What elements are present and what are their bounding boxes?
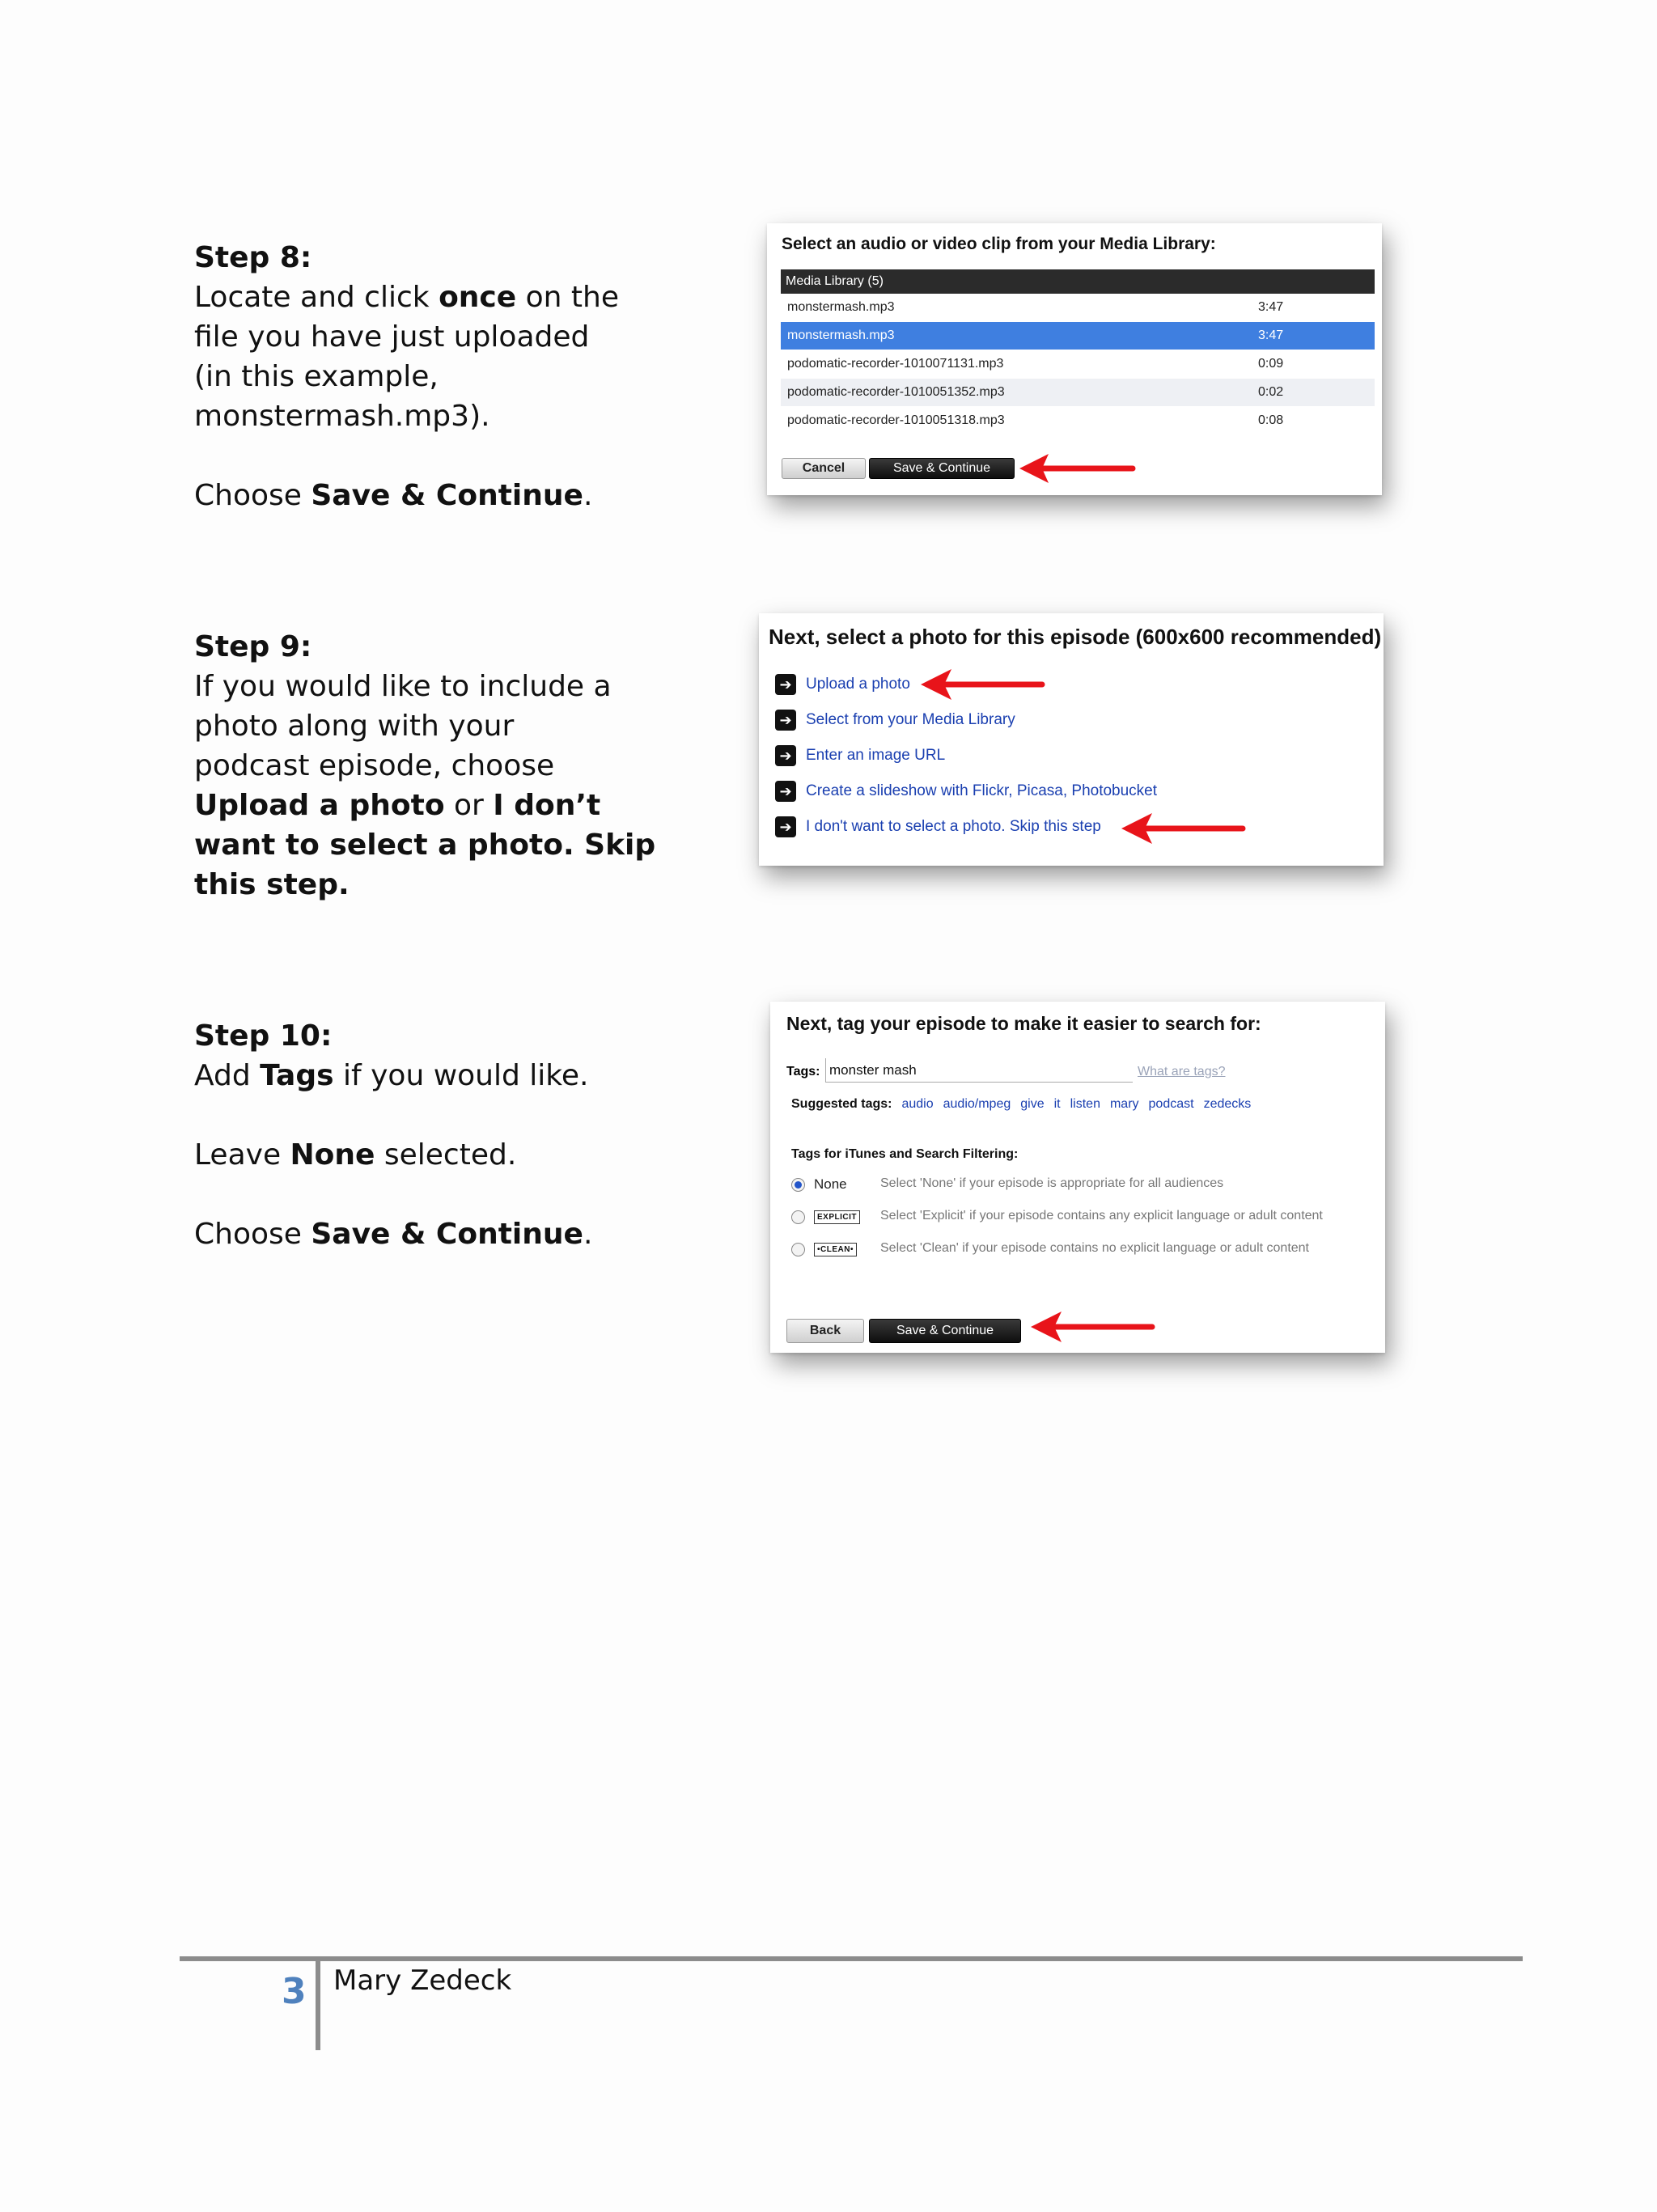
media-duration: 3:47 — [1258, 300, 1284, 314]
suggested-tag[interactable]: podcast — [1148, 1097, 1194, 1111]
arrow-pointer-upload — [919, 665, 1049, 704]
arrow-right-icon: ➔ — [775, 710, 796, 731]
slideshow-link[interactable]: Create a slideshow with Flickr, Picasa, Photobucket — [806, 782, 1158, 799]
photo-select-dialog — [759, 613, 1384, 866]
skip-photo-link[interactable]: I don't want to select a photo. Skip this step — [806, 818, 1101, 835]
back-button[interactable]: Back — [786, 1319, 864, 1343]
media-file-name: podomatic-recorder-1010071131.mp3 — [787, 357, 1004, 371]
tags-dialog-heading: Next, tag your episode to make it easier to search for: — [786, 1013, 1261, 1034]
tags-dialog — [770, 1002, 1385, 1353]
cancel-button[interactable]: Cancel — [782, 458, 866, 479]
step-9-title: Step 9: — [194, 630, 312, 663]
media-file-name: podomatic-recorder-1010051352.mp3 — [787, 385, 1005, 399]
image-url-option[interactable] — [775, 744, 945, 768]
step-8-period: . — [583, 479, 593, 512]
media-library-header: Media Library (5) — [781, 269, 1375, 294]
step-8-once: once — [439, 281, 517, 314]
image-url-link[interactable]: Enter an image URL — [806, 747, 946, 764]
arrow-right-icon: ➔ — [775, 745, 796, 766]
step-8-line4: monstermash.mp3). — [194, 400, 490, 433]
step-8-line3: (in this example, — [194, 360, 439, 393]
step-9-text — [194, 627, 655, 905]
step-10-tags: Tags — [260, 1059, 334, 1092]
step-8-save-continue: Save & Continue — [311, 479, 583, 512]
what-are-tags-link[interactable]: What are tags? — [1138, 1065, 1226, 1078]
media-duration: 0:02 — [1258, 385, 1284, 399]
step-9-upload: Upload a photo — [194, 789, 445, 822]
filter-none-label: None — [814, 1176, 847, 1192]
step-10-leave: Leave — [194, 1138, 290, 1172]
media-row-selected[interactable] — [781, 322, 1375, 350]
suggested-tag[interactable]: audio/mpeg — [943, 1097, 1011, 1111]
tags-label: Tags: — [786, 1065, 820, 1078]
photo-dialog-heading: Next, select a photo for this episode (600x600 recommended) — [769, 625, 1382, 649]
media-row[interactable] — [781, 294, 1375, 321]
step-10-save-continue: Save & Continue — [311, 1218, 583, 1251]
step-10-text — [194, 1016, 592, 1254]
media-row[interactable] — [781, 350, 1375, 378]
upload-photo-option[interactable] — [775, 672, 910, 697]
arrow-right-icon: ➔ — [775, 781, 796, 802]
step-10-line1-end: if you would like. — [333, 1059, 589, 1092]
step-9-line2: photo along with your — [194, 710, 515, 743]
filter-clean-row[interactable] — [791, 1239, 1374, 1261]
step-9-line3: podcast episode, choose — [194, 749, 555, 782]
filter-none-row[interactable] — [791, 1175, 1374, 1196]
step-9-line5: want to select a photo. Skip — [194, 828, 656, 862]
slideshow-option[interactable] — [775, 779, 1157, 803]
media-library-option[interactable] — [775, 708, 1015, 732]
step-10-period: . — [583, 1218, 593, 1251]
suggested-tags-label: Suggested tags: — [791, 1097, 892, 1111]
upload-photo-link[interactable]: Upload a photo — [806, 676, 910, 693]
step-9-line6: this step. — [194, 868, 350, 901]
filter-none-radio[interactable] — [791, 1178, 805, 1192]
footer-rule — [180, 1956, 1523, 1961]
step-10-title: Step 10: — [194, 1019, 333, 1053]
explicit-badge-icon: EXPLICIT — [814, 1210, 860, 1224]
clean-badge-icon: •CLEAN• — [814, 1243, 857, 1256]
step-8-title: Step 8: — [194, 241, 312, 274]
page-number: 3 — [282, 1971, 307, 2012]
filter-clean-desc: Select 'Clean' if your episode contains no explicit language or adult content — [880, 1241, 1309, 1255]
step-10-selected: selected. — [375, 1138, 517, 1172]
step-9-i-dont: I don’t — [493, 789, 601, 822]
save-continue-button[interactable]: Save & Continue — [869, 1319, 1021, 1343]
suggested-tag[interactable]: it — [1053, 1097, 1061, 1111]
media-row[interactable] — [781, 379, 1375, 406]
step-10-add: Add — [194, 1059, 261, 1092]
suggested-tags — [791, 1097, 1251, 1112]
save-continue-button[interactable]: Save & Continue — [869, 458, 1015, 479]
arrow-right-icon: ➔ — [775, 816, 796, 837]
step-8-text — [194, 238, 619, 515]
media-duration: 0:08 — [1258, 413, 1284, 427]
suggested-tag[interactable]: audio — [901, 1097, 934, 1111]
arrow-right-icon: ➔ — [775, 674, 796, 695]
step-10-choose: Choose — [194, 1218, 311, 1251]
footer-author: Mary Zedeck — [333, 1964, 512, 1997]
media-file-name: podomatic-recorder-1010051318.mp3 — [787, 413, 1005, 427]
arrow-pointer-skip — [1120, 809, 1249, 848]
step-9-line1: If you would like to include a — [194, 670, 612, 703]
filter-heading: Tags for iTunes and Search Filtering: — [791, 1147, 1019, 1161]
step-8-choose: Choose — [194, 479, 311, 512]
suggested-tag[interactable]: mary — [1109, 1097, 1139, 1111]
media-file-name: monstermash.mp3 — [787, 328, 895, 342]
media-row[interactable] — [781, 407, 1375, 434]
filter-none-desc: Select 'None' if your episode is appropriate for all audiences — [880, 1176, 1224, 1190]
filter-explicit-desc: Select 'Explicit' if your episode contains any explicit language or adult content — [880, 1209, 1323, 1223]
media-duration: 0:09 — [1258, 357, 1284, 371]
step-9-or: or — [444, 789, 494, 822]
suggested-tag[interactable]: zedecks — [1203, 1097, 1252, 1111]
media-library-link[interactable]: Select from your Media Library — [806, 711, 1015, 728]
suggested-tag[interactable]: give — [1020, 1097, 1045, 1111]
media-dialog-heading: Select an audio or video clip from your Media Library: — [782, 235, 1216, 253]
media-duration: 3:47 — [1258, 328, 1284, 342]
step-8-line1-end: on the — [516, 281, 619, 314]
arrow-pointer-save-1 — [1018, 450, 1139, 487]
filter-explicit-radio[interactable] — [791, 1210, 805, 1224]
suggested-tag[interactable]: listen — [1070, 1097, 1100, 1111]
media-file-name: monstermash.mp3 — [787, 300, 895, 314]
filter-explicit-row[interactable] — [791, 1207, 1374, 1228]
step-8-line1: Locate and click — [194, 281, 439, 314]
arrow-pointer-save-3 — [1029, 1307, 1159, 1346]
step-8-line2: file you have just uploaded — [194, 320, 590, 354]
tags-input[interactable] — [825, 1058, 1133, 1083]
skip-photo-option[interactable] — [775, 815, 1101, 839]
footer-divider — [316, 1961, 320, 2050]
step-10-none: None — [290, 1138, 375, 1172]
filter-clean-radio[interactable] — [791, 1243, 805, 1256]
